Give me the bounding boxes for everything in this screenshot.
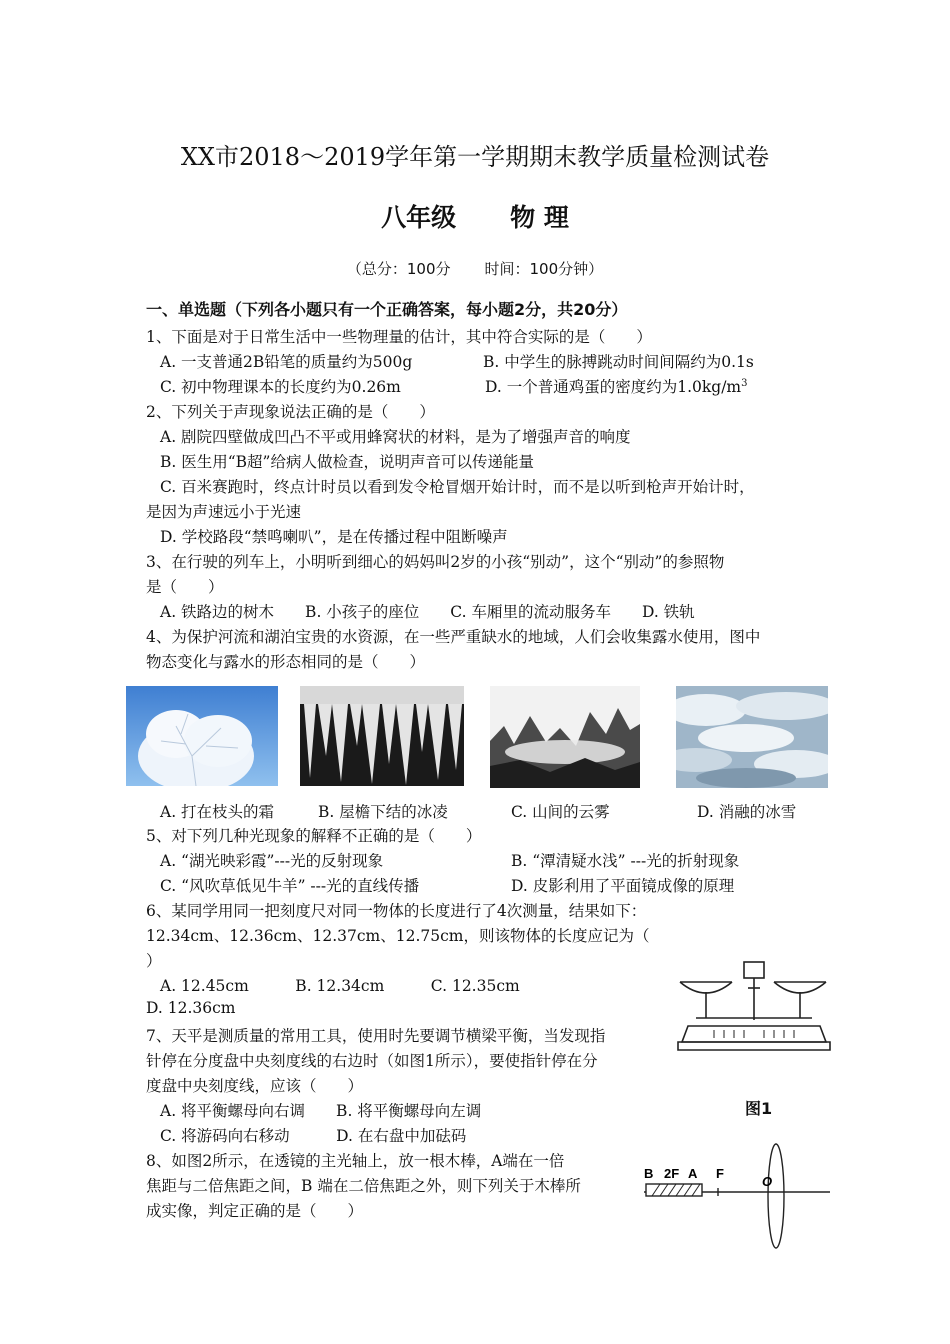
grade-label: 八年级	[381, 203, 457, 232]
q6-stem-line3: ）	[146, 952, 162, 970]
q1-option-d-sup: 3	[741, 377, 748, 389]
q4-stem-line2: 物态变化与露水的形态相同的是（ ）	[146, 653, 426, 671]
exam-time: 时间：100分钟）	[484, 260, 604, 278]
q5-option-b: B. “潭清疑水浅” ---光的折射现象	[511, 852, 740, 870]
q4-option-c: C. 山间的云雾	[511, 803, 610, 821]
melting-ice-image	[676, 686, 828, 788]
q6-options: A. 12.45cm B. 12.34cm C. 12.35cm	[160, 977, 520, 995]
q4-stem-line1: 4、为保护河流和湖泊宝贵的水资源，在一些严重缺水的地域，人们会收集露水使用，图中	[146, 628, 761, 646]
q2-option-c-line1: C. 百米赛跑时，终点计时员以看到发令枪冒烟开始计时，而不是以听到枪声开始计时，	[160, 478, 755, 496]
subject-label: 物 理	[510, 203, 569, 232]
section-heading: 一、单选题（下列各小题只有一个正确答案，每小题2分，共20分）	[146, 300, 628, 319]
q4-option-a: A. 打在枝头的霜	[160, 803, 275, 821]
label-o: O	[762, 1174, 773, 1189]
q5-option-a: A. “湖光映彩霞”---光的反射现象	[160, 852, 384, 870]
total-score: （总分：100分	[346, 260, 451, 278]
q1-option-c: C. 初中物理课本的长度约为0.26m	[160, 378, 401, 396]
exam-title: XX市2018～2019学年第一学期期末教学质量检测试卷	[180, 143, 770, 171]
q6-stem-line1: 6、某同学用同一把刻度尺对同一物体的长度进行了4次测量，结果如下：	[146, 902, 647, 920]
q8-stem-line1: 8、如图2所示，在透镜的主光轴上，放一根木棒，A端在一倍	[146, 1152, 565, 1170]
label-2f: 2F	[664, 1166, 680, 1181]
exam-meta	[0, 258, 950, 279]
q3-options: A. 铁路边的树木 B. 小孩子的座位 C. 车厢里的流动服务车 D. 铁轨	[160, 603, 695, 621]
q1-option-d	[485, 375, 748, 397]
mountain-fog-image	[490, 686, 640, 788]
q6-option-d: D. 12.36cm	[146, 999, 236, 1017]
q4-option-d: D. 消融的冰雪	[697, 803, 797, 821]
q1-option-d-text: D. 一个普通鸡蛋的密度约为1.0kg/m	[485, 378, 742, 396]
label-b: B	[644, 1166, 654, 1181]
label-a: A	[688, 1166, 698, 1181]
q1-stem: 1、下面是对于日常生活中一些物理量的估计，其中符合实际的是（ ）	[146, 328, 652, 346]
q4-option-b: B. 屋檐下结的冰凌	[318, 803, 448, 821]
q5-option-c: C. “风吹草低见牛羊” ---光的直线传播	[160, 877, 420, 895]
q7-stem-line1: 7、天平是测质量的常用工具，使用时先要调节横梁平衡，当发现指	[146, 1027, 606, 1045]
q7-stem-line3: 度盘中央刻度线，应该（ ）	[146, 1077, 364, 1095]
q5-stem: 5、对下列几种光现象的解释不正确的是（ ）	[146, 827, 482, 845]
q5-option-d: D. 皮影利用了平面镜成像的原理	[511, 877, 735, 895]
q2-option-b: B. 医生用“B超”给病人做检查，说明声音可以传递能量	[160, 453, 534, 471]
exam-subtitle	[0, 198, 950, 234]
q1-option-b: B. 中学生的脉搏跳动时间间隔约为0.1s	[483, 353, 754, 371]
q3-stem-line2: 是（ ）	[146, 578, 224, 596]
lens-rod-figure	[640, 1140, 832, 1250]
balance-scale-figure	[674, 958, 834, 1058]
q1-option-a: A. 一支普通2B铅笔的质量约为500g	[160, 353, 413, 371]
q2-stem: 2、下列关于声现象说法正确的是（ ）	[146, 403, 435, 421]
q2-option-a: A. 剧院四壁做成凹凸不平或用蜂窝状的材料，是为了增强声音的响度	[160, 428, 631, 446]
q7-stem-line2: 针停在分度盘中央刻度线的右边时（如图1所示），要使指针停在分	[146, 1052, 598, 1070]
frost-branch-image	[126, 686, 278, 786]
label-f: F	[716, 1166, 724, 1181]
q3-stem-line1: 3、在行驶的列车上，小明听到细心的妈妈叫2岁的小孩“别动”，这个“别动”的参照物	[146, 553, 725, 571]
q8-stem-line3: 成实像，判定正确的是（ ）	[146, 1202, 364, 1220]
q6-stem-line2: 12.34cm、12.36cm、12.37cm、12.75cm，则该物体的长度应记为（	[146, 927, 650, 945]
q2-option-d: D. 学校路段“禁鸣喇叭”，是在传播过程中阻断噪声	[160, 528, 508, 546]
figure-1-caption: 图1	[745, 1099, 773, 1118]
icicles-image	[300, 686, 464, 786]
q7-options-ab: A. 将平衡螺母向右调 B. 将平衡螺母向左调	[160, 1102, 482, 1120]
q8-stem-line2: 焦距与二倍焦距之间，B 端在二倍焦距之外，则下列关于木棒所	[146, 1177, 581, 1195]
q7-options-cd: C. 将游码向右移动 D. 在右盘中加砝码	[160, 1127, 467, 1145]
q2-option-c-line2: 是因为声速远小于光速	[146, 503, 302, 521]
